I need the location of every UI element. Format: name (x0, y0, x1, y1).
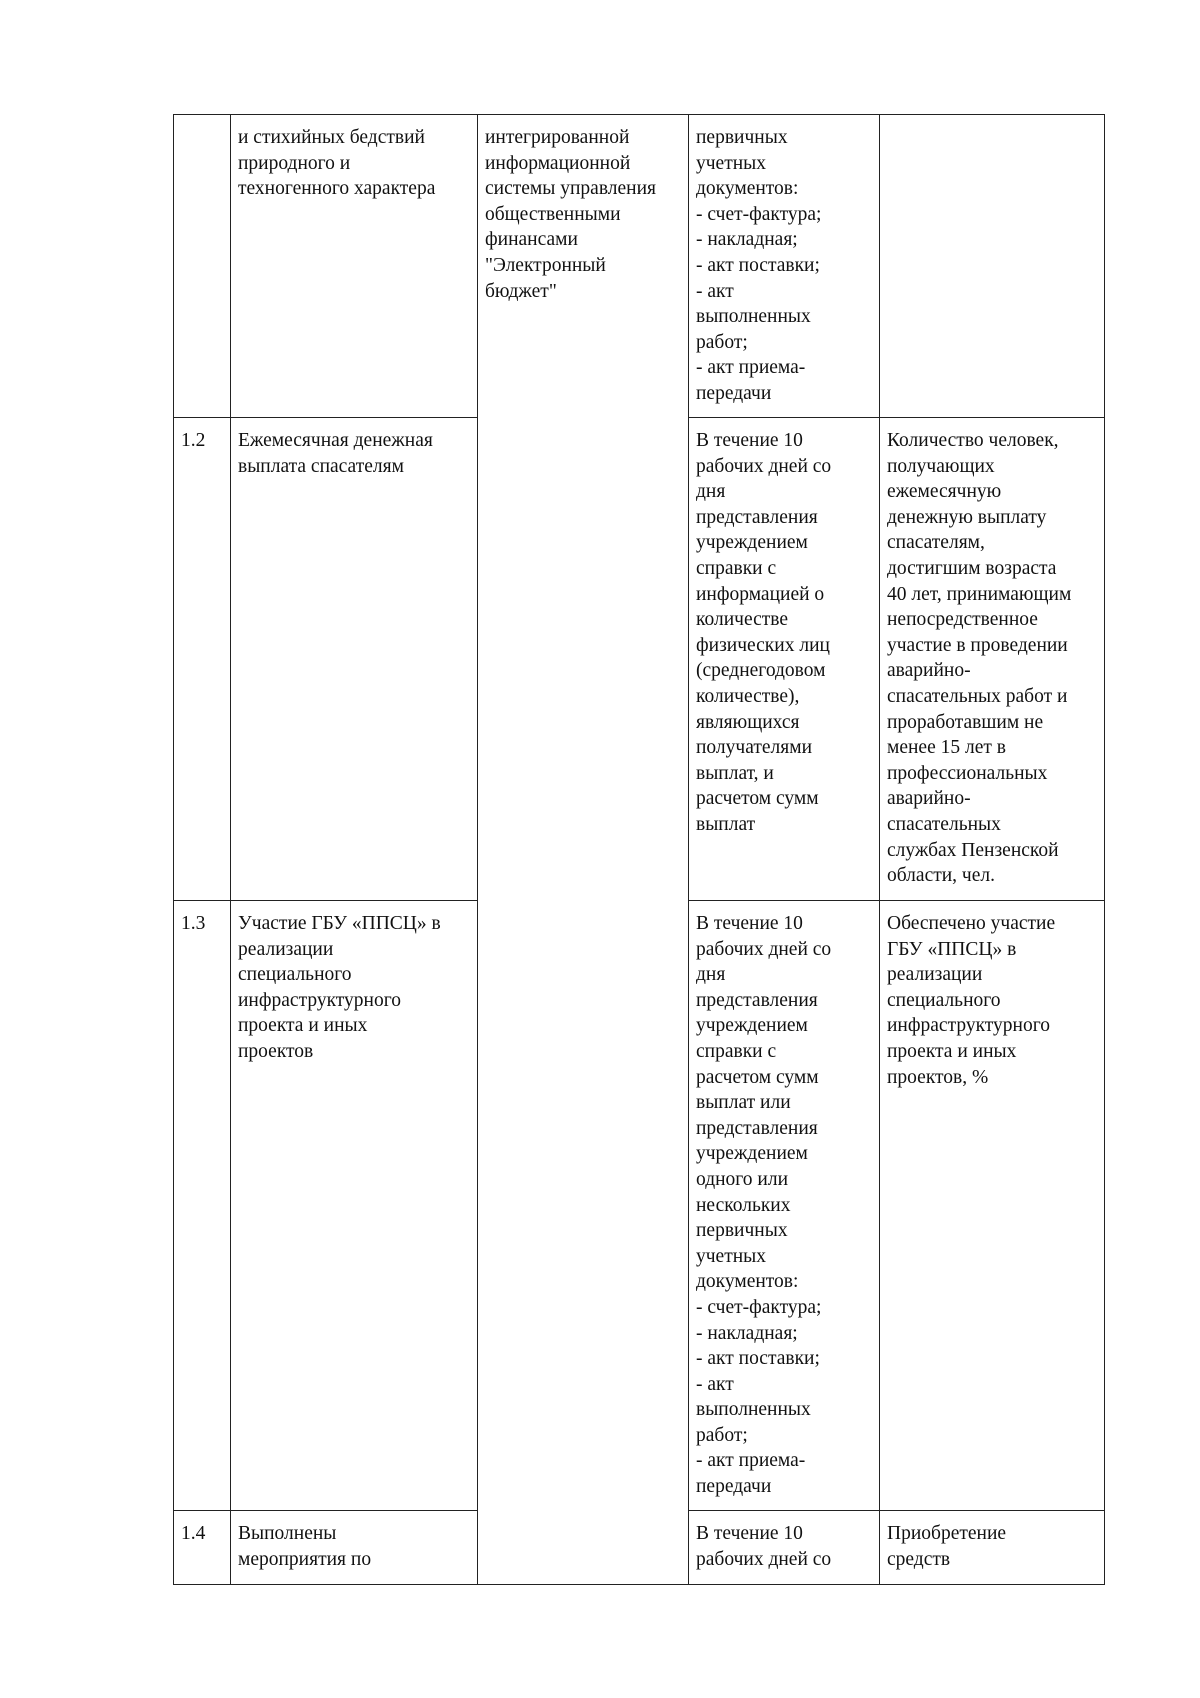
row-number: 1.3 (174, 901, 231, 1511)
system-cell: интегрированной информационной системы управления общественными финансами "Электронный бюджет" (478, 115, 689, 1585)
activity-name: Участие ГБУ «ППСЦ» в реализации специального инфраструктурного проекта и иных проектов (231, 901, 478, 1511)
table-row (174, 115, 1105, 418)
indicator-cell (880, 115, 1105, 418)
document-table (173, 114, 1105, 1585)
activity-name: и стихийных бедствий природного и техногенного характера (231, 115, 478, 418)
deadline-cell: В течение 10 рабочих дней со дня представления учреждением справки с информацией о количестве физических лиц (среднегодовом количестве), являющихся получателями выплат, и расчетом сумм выплат (689, 418, 880, 901)
activity-name: Ежемесячная денежная выплата спасателям (231, 418, 478, 901)
deadline-cell: В течение 10 рабочих дней со дня представления учреждением справки с расчетом сумм выплат или представления учреждением одного или нескольких первичных учетных документов: - счет-фактура; - накладная; - акт поставки; - акт выполненных работ; - акт приема- передачи (689, 901, 880, 1511)
activity-name: Выполнены мероприятия по (231, 1511, 478, 1585)
indicator-cell: Количество человек, получающих ежемесячную денежную выплату спасателям, достигшим возраста 40 лет, принимающим непосредственное участие в проведении аварийно- спасательных работ и проработавшим не менее 15 лет в профессиональных аварийно- спасательных службах Пензенской области, чел. (880, 418, 1105, 901)
indicator-cell: Обеспечено участие ГБУ «ППСЦ» в реализации специального инфраструктурного проекта и иных проектов, % (880, 901, 1105, 1511)
row-number: 1.2 (174, 418, 231, 901)
row-number (174, 115, 231, 418)
deadline-cell: первичных учетных документов: - счет-фактура; - накладная; - акт поставки; - акт выполненных работ; - акт приема- передачи (689, 115, 880, 418)
indicator-cell: Приобретение средств (880, 1511, 1105, 1585)
deadline-cell: В течение 10 рабочих дней со (689, 1511, 880, 1585)
row-number: 1.4 (174, 1511, 231, 1585)
